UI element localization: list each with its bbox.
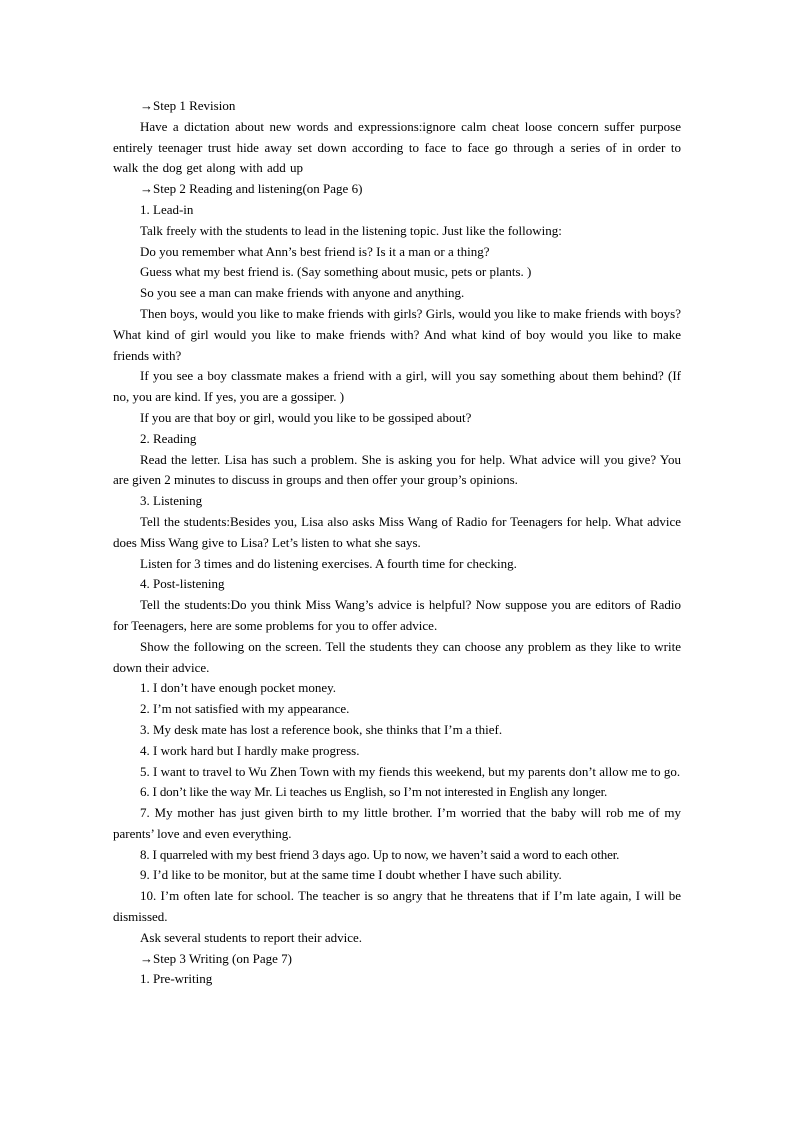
step-3-heading: →Step 3 Writing (on Page 7)	[140, 950, 292, 966]
problem-item-8: 8. I quarreled with my best friend 3 days ago. Up to now, we haven’t said a word to each other.	[140, 846, 620, 862]
problem-item-2: 2. I’m not satisfied with my appearance.	[140, 701, 350, 717]
paragraph-ask-students: Ask several students to report their advice.	[140, 929, 363, 945]
paragraph-miss-wang: Tell the students:Besides you, Lisa also asks Miss Wang of Radio for Teenagers for help. What advice does Miss Wang give to Lisa? Let’s listen to what she says.	[113, 513, 681, 550]
listening-heading: 3. Listening	[140, 493, 203, 509]
problem-item-3: 3. My desk mate has lost a reference book, she thinks that I’m a thief.	[140, 721, 503, 737]
pre-writing-heading: 1. Pre-writing	[140, 971, 213, 987]
paragraph-so-you-see: So you see a man can make friends with anyone and anything.	[140, 285, 465, 301]
paragraph-read-letter: Read the letter. Lisa has such a problem. She is asking you for help. What advice will you give? You are given 2 minutes to discuss in groups and then offer your group’s opinions.	[113, 451, 681, 488]
problem-item-5: 5. I want to travel to Wu Zhen Town with my fiends this weekend, but my parents don’t allow me to go.	[140, 763, 681, 779]
problem-item-7: 7. My mother has just given birth to my little brother. I’m worried that the baby will rob me of my parents’ love and even everything.	[113, 805, 681, 841]
paragraph-show-screen: Show the following on the screen. Tell the students they can choose any problem as they like to write down their advice.	[113, 638, 681, 675]
document-body	[113, 96, 681, 990]
paragraph-if-you-see: If you see a boy classmate makes a friend with a girl, will you say something about them behind? (If no, you are kind. If yes, you are a gossiper. )	[113, 368, 681, 405]
paragraph-editors: Tell the students:Do you think Miss Wang’s advice is helpful? Now suppose you are editors of Radio for Teenagers, here are some problems for you to offer advice.	[113, 597, 681, 633]
reading-heading: 2. Reading	[140, 430, 197, 446]
paragraph-gossiped: If you are that boy or girl, would you like to be gossiped about?	[140, 409, 472, 425]
lead-in-heading: 1. Lead-in	[140, 201, 194, 217]
paragraph-listen-times: Listen for 3 times and do listening exercises. A fourth time for checking.	[140, 555, 517, 571]
problem-item-10: 10. I’m often late for school. The teacher is so angry that he threatens that if I’m late again, I will be dismissed.	[113, 888, 681, 925]
paragraph-then-boys: Then boys, would you like to make friends with girls? Girls, would you like to make friends with boys? What kind of girl would you like to make friends with? And what kind of boy would you like to make friends with?	[113, 305, 681, 363]
post-listening-heading: 4. Post-listening	[140, 576, 225, 592]
paragraph-ann-friend: Do you remember what Ann’s best friend is? Is it a man or a thing?	[140, 243, 490, 259]
problem-item-6: 6. I don’t like the way Mr. Li teaches us English, so I’m not interested in English any longer.	[140, 784, 608, 800]
step-1-heading: →Step 1 Revision	[140, 98, 236, 113]
problem-item-4: 4. I work hard but I hardly make progress.	[140, 742, 360, 758]
paragraph-guess: Guess what my best friend is. (Say something about music, pets or plants. )	[140, 264, 532, 280]
paragraph-talk-freely: Talk freely with the students to lead in the listening topic. Just like the following:	[140, 222, 562, 238]
step-2-heading: →Step 2 Reading and listening(on Page 6)	[140, 181, 363, 197]
dictation-paragraph: Have a dictation about new words and expressions:ignore calm cheat loose concern suffer purpose entirely teenager trust hide away set down according to face to face go through a series of in order to walk the dog get along with add up	[113, 118, 681, 176]
problem-item-9: 9. I’d like to be monitor, but at the same time I doubt whether I have such ability.	[140, 867, 562, 883]
problem-item-1: 1. I don’t have enough pocket money.	[140, 680, 337, 696]
